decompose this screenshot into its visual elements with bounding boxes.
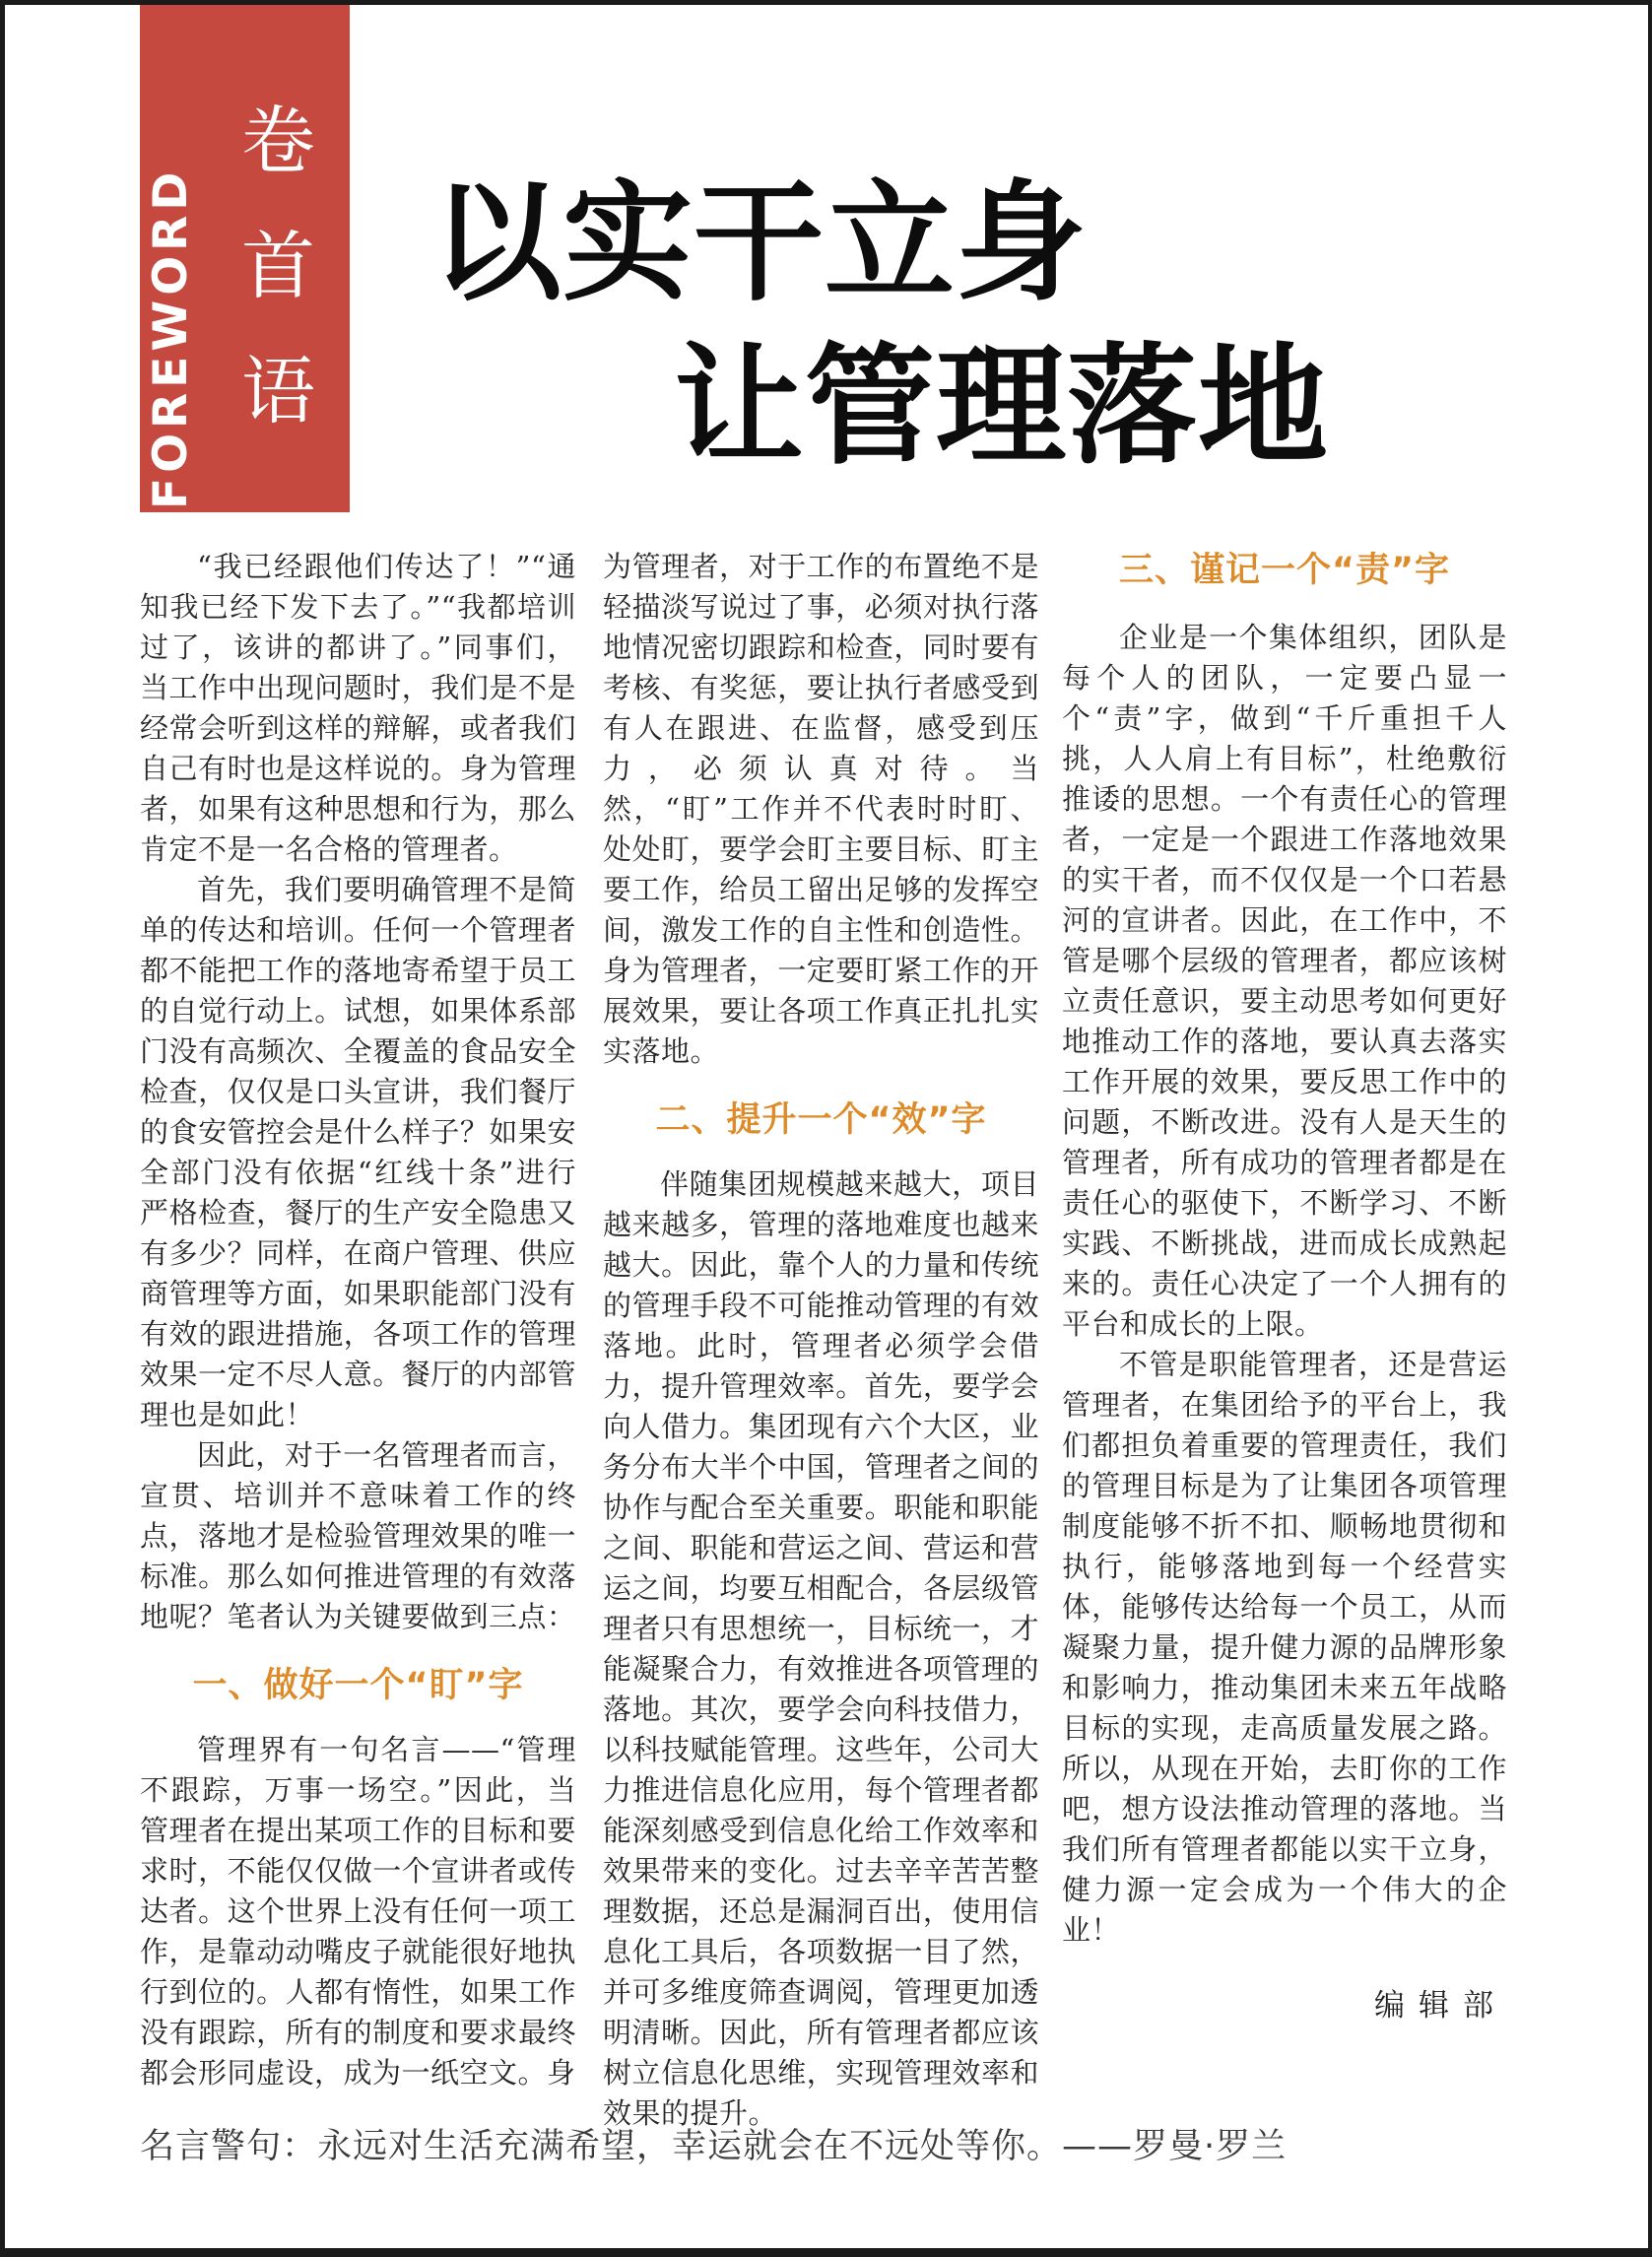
paragraph: 不管是职能管理者，还是营运管理者，在集团给予的平台上，我们都担负着重要的管理责任，我们的管理目标是为了让集团各项管理制度能够不折不扣、顺畅地贯彻和执行，能够落地到每一个经营实体，能够传达给每一个员工，从而凝聚力量，提升健力源的品牌形象和影响力，推动集团未来五年战略目标的实现，走高质量发展之路。所以，从现在开始，去盯你的工作吧，想方设法推动管理的落地。当我们所有管理者都能以实干立身，健力源一定会成为一个伟大的企业！ <box>1062 1348 1507 1947</box>
paragraph: “我已经跟他们传达了！”“通知我已经下发下去了。”“我都培训过了，该讲的都讲了。”同事们，当工作中出现问题时，我们是不是经常会听到这样的辩解，或者我们自己有时也是这样说的。身为管理者，如果有这种思想和行为，那么肯定不是一名合格的管理者。 <box>140 550 576 866</box>
article-title-line2: 让管理落地 <box>674 331 1329 483</box>
text-column-2 <box>603 547 1039 2134</box>
section-heading-ze: 三、谨记一个“责”字 <box>1118 551 1450 590</box>
text-column-3 <box>1062 547 1507 2026</box>
section-heading-xiao: 二、提升一个“效”字 <box>655 1100 987 1140</box>
paragraph: 首先，我们要明确管理不是简单的传达和培训。任何一个管理者都不能把工作的落地寄希望于员工的自觉行动上。试想，如果体系部门没有高频次、全覆盖的食品安全检查，仅仅是口头宣讲，我们餐厅的食安管控会是什么样子？如果安全部门没有依据“红线十条”进行严格检查，餐厅的生产安全隐患又有多少？同样，在商户管理、供应商管理等方面，如果职能部门没有有效的跟进措施，各项工作的管理效果一定不尽人意。餐厅的内部管理也是如此！ <box>140 873 576 1431</box>
paragraph-continuation: 为管理者，对于工作的布置绝不是轻描淡写说过了事，必须对执行落地情况密切跟踪和检查，同时要有考核、有奖惩，要让执行者感受到有人在跟进、在监督，感受到压力，必须认真对待。当然，“盯”工作并不代表时时盯、处处盯，要学会盯主要目标、盯主要工作，给员工留出足够的发挥空间，激发工作的自主性和创造性。身为管理者，一定要盯紧工作的开展效果，要让各项工作真正扎扎实实落地。 <box>603 550 1039 1068</box>
section-heading-ding: 一、做好一个“盯”字 <box>192 1666 524 1705</box>
paragraph: 伴随集团规模越来越大，项目越来越多，管理的落地难度也越来越大。因此，靠个人的力量和传统的管理手段不可能推动管理的有效落地。此时，管理者必须学会借力，提升管理效率。首先，要学会向人借力。集团现有六个大区，业务分布大半个中国，管理者之间的协作与配合至关重要。职能和职能之间、职能和营运之间、营运和营运之间，均要互相配合，各层级管理者只有思想统一，目标统一，才能凝聚合力，有效推进各项管理的落地。其次，要学会向科技借力，以科技赋能管理。这些年，公司大力推进信息化应用，每个管理者都能深刻感受到信息化给工作效率和效果带来的变化。过去辛辛苦苦整理数据，还总是漏洞百出，使用信息化工具后，各项数据一目了然，并可多维度筛查调阅，管理更加透明清晰。因此，所有管理者都应该树立信息化思维，实现管理效率和效果的提升。 <box>603 1167 1039 2130</box>
foreword-banner <box>140 5 350 512</box>
paragraph: 企业是一个集体组织，团队是每个人的团队，一定要凸显一个“责”字，做到“千斤重担千人挑，人人肩上有目标”，杜绝敷衍推诿的思想。一个有责任心的管理者，一定是一个跟进工作落地效果的实干者，而不仅仅是一个口若悬河的宣讲者。因此，在工作中，不管是哪个层级的管理者，都应该树立责任意识，要主动思考如何更好地推动工作的落地，要认真去落实工作开展的效果，要反思工作中的问题，不断改进。没有人是天生的管理者，所有成功的管理者都是在责任心的驱使下，不断学习、不断实践、不断挑战，进而成长成熟起来的。责任心决定了一个人拥有的平台和成长的上限。 <box>1062 621 1507 1341</box>
article-title-line1: 以实干立身 <box>431 167 1087 319</box>
paragraph: 因此，对于一名管理者而言，宣贯、培训并不意味着工作的终点，落地才是检验管理效果的唯一标准。那么如何推进管理的有效落地呢？笔者认为关键要做到三点： <box>140 1438 576 1633</box>
aphorism-footer: 名言警句：永远对生活充满希望，幸运就会在不远处等你。——罗曼·罗兰 <box>140 2127 1288 2166</box>
paragraph: 管理界有一句名言——“管理不跟踪，万事一场空。”因此，当管理者在提出某项工作的目标和要求时，不能仅仅做一个宣讲者或传达者。这个世界上没有任何一项工作，是靠动动嘴皮子就能很好地执行到位的。人都有惰性，如果工作没有跟踪，所有的制度和要求最终都会形同虚设，成为一纸空文。身 <box>140 1733 576 2090</box>
editorial-byline: 编辑部 <box>1374 1988 1507 2024</box>
foreword-chinese-label: 卷首语 <box>230 101 316 477</box>
text-column-1 <box>140 547 576 2093</box>
foreword-english-label: FOREWORD <box>144 166 198 509</box>
